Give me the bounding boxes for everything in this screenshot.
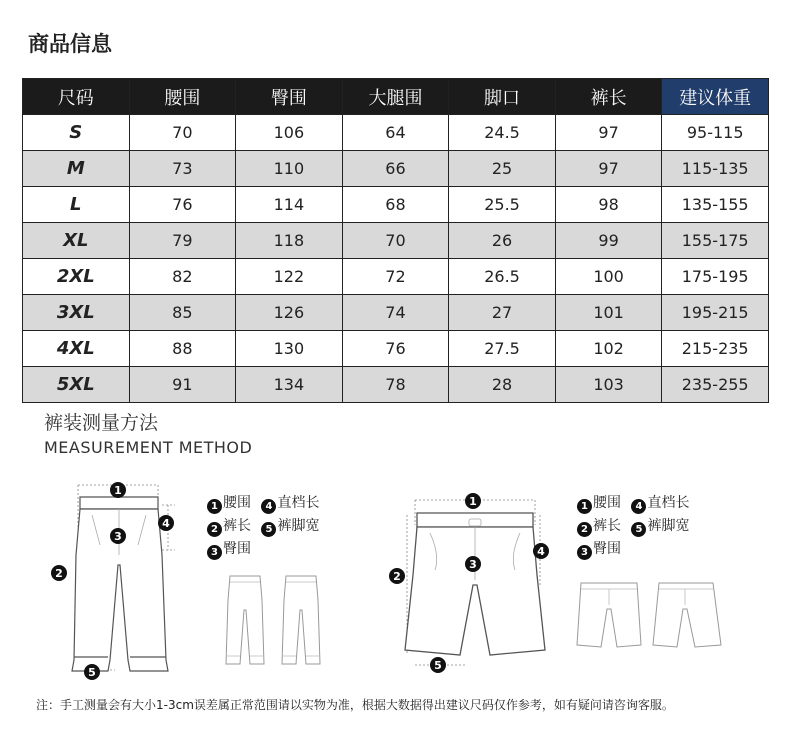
table-row [23, 367, 769, 403]
value-cell: 24.5 [449, 115, 556, 151]
size-cell: S [23, 115, 130, 151]
table-row [23, 187, 769, 223]
marker-3-icon: 3 [114, 530, 122, 543]
value-cell: 26.5 [449, 259, 556, 295]
table-row [23, 331, 769, 367]
size-cell: 5XL [23, 367, 130, 403]
table-row [23, 151, 769, 187]
marker-1-icon: 1 [469, 495, 477, 508]
value-cell: 135-155 [662, 187, 769, 223]
value-cell: 76 [342, 331, 449, 367]
marker-5-icon: 5 [88, 666, 96, 679]
value-cell: 99 [555, 223, 662, 259]
value-cell: 72 [342, 259, 449, 295]
value-cell: 122 [236, 259, 343, 295]
marker-3-icon: 3 [469, 558, 477, 571]
size-cell: L [23, 187, 130, 223]
size-table [22, 78, 769, 403]
legend-left: 1 腰围 4 直档长 2 裤长 5 裤脚宽 3 臀围 [207, 492, 319, 561]
value-cell: 27.5 [449, 331, 556, 367]
value-cell: 101 [555, 295, 662, 331]
table-row [23, 259, 769, 295]
value-cell: 95-115 [662, 115, 769, 151]
value-cell: 68 [342, 187, 449, 223]
value-cell: 79 [129, 223, 236, 259]
value-cell: 97 [555, 151, 662, 187]
value-cell: 98 [555, 187, 662, 223]
value-cell: 85 [129, 295, 236, 331]
value-cell: 102 [555, 331, 662, 367]
size-cell: M [23, 151, 130, 187]
value-cell: 100 [555, 259, 662, 295]
value-cell: 134 [236, 367, 343, 403]
value-cell: 97 [555, 115, 662, 151]
value-cell: 70 [129, 115, 236, 151]
value-cell: 78 [342, 367, 449, 403]
value-cell: 66 [342, 151, 449, 187]
value-cell: 88 [129, 331, 236, 367]
value-cell: 74 [342, 295, 449, 331]
value-cell: 27 [449, 295, 556, 331]
header-thigh: 大腿围 [342, 79, 449, 115]
method-title-en: MEASUREMENT METHOD [44, 438, 253, 457]
marker-1-icon: 1 [114, 484, 122, 497]
value-cell: 25.5 [449, 187, 556, 223]
value-cell: 73 [129, 151, 236, 187]
table-header-row [23, 79, 769, 115]
marker-2-icon: 2 [55, 567, 63, 580]
footnote: 注：手工测量会有大小1-3cm误差属正常范围请以实物为准，根据大数据得出建议尺码仅作参考，如有疑问请咨询客服。 [36, 698, 674, 712]
value-cell: 103 [555, 367, 662, 403]
long-pants-thumbnails [220, 570, 340, 670]
table-row [23, 223, 769, 259]
value-cell: 215-235 [662, 331, 769, 367]
value-cell: 115-135 [662, 151, 769, 187]
shorts-thumbnails [575, 575, 725, 655]
legend-right: 1 腰围 4 直档长 2 裤长 5 裤脚宽 3 臀围 [577, 492, 689, 561]
marker-2-icon: 2 [393, 570, 401, 583]
value-cell: 91 [129, 367, 236, 403]
value-cell: 82 [129, 259, 236, 295]
header-hip: 臀围 [236, 79, 343, 115]
header-length: 裤长 [555, 79, 662, 115]
size-cell: 2XL [23, 259, 130, 295]
table-row [23, 115, 769, 151]
value-cell: 28 [449, 367, 556, 403]
size-cell: XL [23, 223, 130, 259]
size-cell: 3XL [23, 295, 130, 331]
value-cell: 195-215 [662, 295, 769, 331]
header-leg-opening: 脚口 [449, 79, 556, 115]
header-weight: 建议体重 [662, 79, 769, 115]
marker-5-icon: 5 [434, 659, 442, 672]
value-cell: 25 [449, 151, 556, 187]
value-cell: 235-255 [662, 367, 769, 403]
value-cell: 76 [129, 187, 236, 223]
value-cell: 114 [236, 187, 343, 223]
value-cell: 130 [236, 331, 343, 367]
value-cell: 64 [342, 115, 449, 151]
value-cell: 126 [236, 295, 343, 331]
header-waist: 腰围 [129, 79, 236, 115]
value-cell: 70 [342, 223, 449, 259]
value-cell: 175-195 [662, 259, 769, 295]
header-size: 尺码 [23, 79, 130, 115]
value-cell: 155-175 [662, 223, 769, 259]
value-cell: 26 [449, 223, 556, 259]
long-pants-diagram [40, 475, 200, 685]
page-title: 商品信息 [28, 32, 112, 56]
value-cell: 106 [236, 115, 343, 151]
method-title-cn: 裤装测量方法 [44, 412, 159, 434]
marker-4-icon: 4 [537, 545, 545, 558]
shorts-diagram [385, 485, 555, 675]
value-cell: 118 [236, 223, 343, 259]
marker-4-icon: 4 [162, 517, 170, 530]
value-cell: 110 [236, 151, 343, 187]
size-cell: 4XL [23, 331, 130, 367]
table-row [23, 295, 769, 331]
